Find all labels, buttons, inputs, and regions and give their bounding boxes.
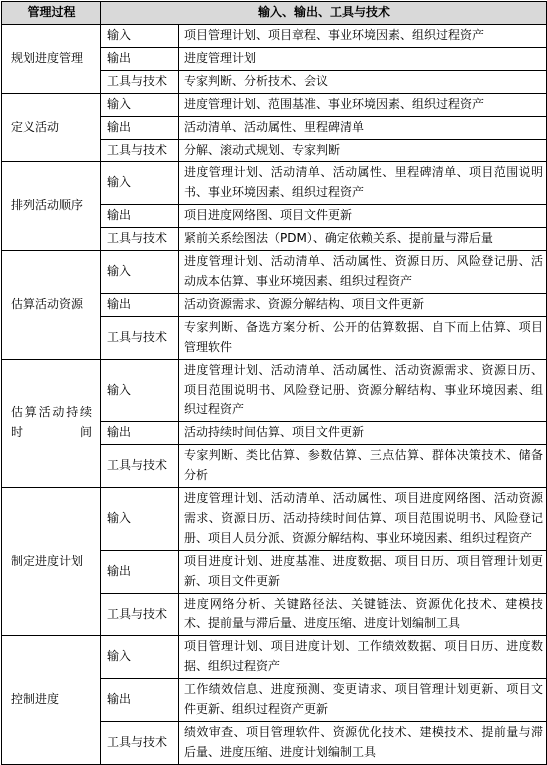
row-content: 专家判断、备选方案分析、公开的估算数据、自下而上估算、项目管理软件 [179,316,547,359]
row-kind: 工具与技术 [101,593,179,636]
row-kind: 工具与技术 [101,70,179,93]
header-io: 输入、输出、工具与技术 [101,2,547,25]
row-content: 项目管理计划、项目进度计划、工作绩效数据、项目日历、进度数据、组织过程资产 [179,636,547,679]
schedule-management-table [1,1,547,765]
row-kind: 工具与技术 [101,722,179,765]
row-content: 进度管理计划、活动清单、活动属性、项目进度网络图、活动资源需求、资源日历、活动持续时间估算、项目范围说明书、风险登记册、项目人员分派、资源分解结构、事业环境因素、组织过程资产 [179,488,547,551]
row-content: 进度管理计划、活动清单、活动属性、活动资源需求、资源日历、项目范围说明书、风险登记册、资源分解结构、事业环境因素、组织过程资产 [179,359,547,422]
table-row [2,359,547,422]
row-kind: 输入 [101,93,179,116]
row-content: 分解、滚动式规划、专家判断 [179,139,547,162]
row-content: 活动资源需求、资源分解结构、项目文件更新 [179,293,547,316]
header-process: 管理过程 [2,2,101,25]
process-name: 制定进度计划 [2,488,101,636]
table-row [2,25,547,48]
table-row [2,488,547,551]
row-kind: 输入 [101,162,179,205]
row-content: 项目管理计划、项目章程、事业环境因素、组织过程资产 [179,25,547,48]
process-name: 规划进度管理 [2,25,101,94]
process-name: 排列活动顺序 [2,162,101,251]
process-name: 估算活动持续时间 [2,359,101,487]
row-content: 绩效审查、项目管理软件、资源优化技术、建模技术、提前量与滞后量、进度压缩、进度计划编制工具 [179,722,547,765]
row-kind: 输出 [101,293,179,316]
row-content: 进度管理计划、范围基准、事业环境因素、组织过程资产 [179,93,547,116]
row-content: 专家判断、分析技术、会议 [179,70,547,93]
row-kind: 输出 [101,116,179,139]
row-kind: 工具与技术 [101,139,179,162]
row-kind: 输入 [101,636,179,679]
row-content: 项目进度计划、进度基准、进度数据、项目日历、项目管理计划更新、项目文件更新 [179,550,547,593]
row-kind: 输出 [101,550,179,593]
row-content: 进度网络分析、关键路径法、关键链法、资源优化技术、建模技术、提前量与滞后量、进度压缩、进度计划编制工具 [179,593,547,636]
row-kind: 工具与技术 [101,316,179,359]
table-row [2,93,547,116]
row-content: 项目进度网络图、项目文件更新 [179,205,547,228]
row-kind: 输出 [101,205,179,228]
row-kind: 工具与技术 [101,445,179,488]
row-content: 进度管理计划、活动清单、活动属性、里程碑清单、项目范围说明书、事业环境因素、组织过程资产 [179,162,547,205]
process-name: 估算活动资源 [2,251,101,360]
table-header-row [2,2,547,25]
row-content: 活动持续时间估算、项目文件更新 [179,422,547,445]
row-kind: 输入 [101,25,179,48]
row-content: 工作绩效信息、进度预测、变更请求、项目管理计划更新、项目文件更新、组织过程资产更新 [179,679,547,722]
row-kind: 输入 [101,359,179,422]
row-content: 紧前关系绘图法（PDM）、确定依赖关系、提前量与滞后量 [179,228,547,251]
table-row [2,162,547,205]
table-row [2,251,547,294]
row-kind: 输出 [101,679,179,722]
row-kind: 输出 [101,47,179,70]
process-name: 控制进度 [2,636,101,764]
row-kind: 输入 [101,488,179,551]
row-content: 进度管理计划 [179,47,547,70]
table-row [2,636,547,679]
row-content: 专家判断、类比估算、参数估算、三点估算、群体决策技术、储备分析 [179,445,547,488]
row-kind: 输入 [101,251,179,294]
process-name: 定义活动 [2,93,101,162]
row-content: 进度管理计划、活动清单、活动属性、资源日历、风险登记册、活动成本估算、事业环境因素、组织过程资产 [179,251,547,294]
row-content: 活动清单、活动属性、里程碑清单 [179,116,547,139]
row-kind: 工具与技术 [101,228,179,251]
row-kind: 输出 [101,422,179,445]
